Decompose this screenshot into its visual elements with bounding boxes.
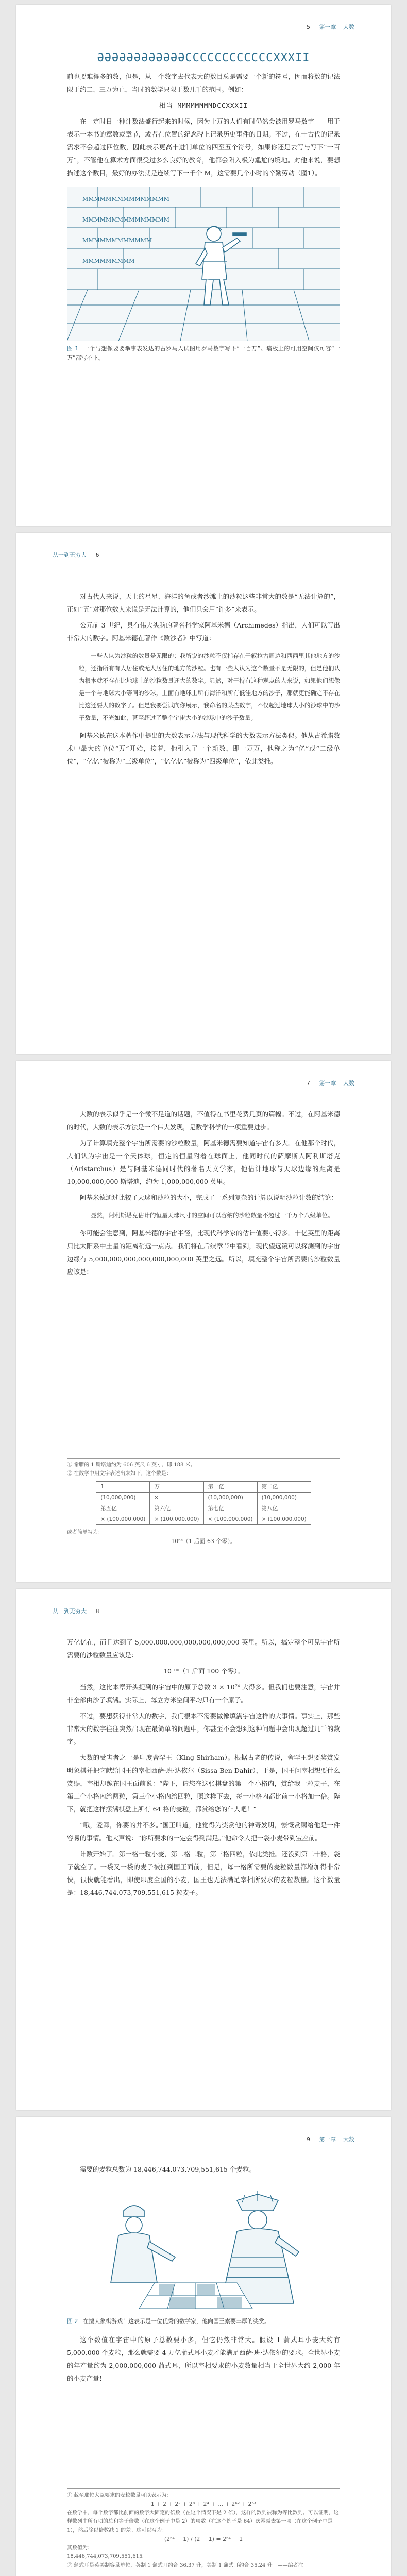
figure-caption — [67, 344, 340, 363]
table-cell: 第八亿 — [257, 1503, 311, 1514]
footnote: ① 希腊的 1 斯塔迪约为 606 英尺 6 英寸，即 188 米。 — [67, 1462, 196, 1468]
paragraph: 阿基米德通过比较了天球和沙粒的大小，完成了一系列复杂的计算以说明沙粒计数的结论： — [80, 1194, 338, 1201]
roman-numeral-example: 相当 MMMMMMMMDCCXXXII — [159, 101, 248, 109]
figure-caption-text: 一个与想像要要举事表发达的古罗马人试图用罗马数字写下“一百万”。墙板上的可用空间仅可容“十万”都写不下。 — [67, 345, 340, 361]
running-header — [53, 1607, 107, 1615]
archimedes-quote — [79, 650, 340, 724]
formula: 10⁶³（1 后面 63 个零）。 — [171, 1538, 236, 1545]
table-cell: 第一亿 — [204, 1482, 257, 1493]
paragraph: 公元前 3 世纪，具有伟大头脑的著名科学家阿基米德（Archimedes）指出，人们可以写出非常大的数字。阿基米德在著作《数沙者》中写道： — [67, 621, 340, 642]
page-number: 6 — [95, 552, 99, 558]
table-cell: 第五亿 — [96, 1503, 150, 1514]
table-cell: (10,000,000) — [96, 1493, 150, 1503]
paragraph: 在一定时日一种计数法盛行起来的时候，因为十万的人们有时仍然会被用罗马数字——用于表示一本书的章数或章节，或者在位置的纪念碑上记录历史事件的日期。不过，在十古代的记录需求不会超过四位数，因此表示更高十进制单位的四至五个符号，如果你还是去写与写下“一百万”，不管他在算术方面很受过多么良好的教育，他都会陷入极为尴尬的境地。对他来说，要想描述这个数目，最好的办法就是连续写下一千个 M，这需要几个小时的辛勤劳动（图1）。 — [67, 117, 340, 177]
section-label: 大数 — [343, 24, 354, 30]
paragraph: 大数的受害者之一是印度舍罕王（King Shirham）。根据古老的传说，舍罕王想要奖赏发明象棋并把它献给国王的宰相西萨·班·达依尔（Sissa Ben Dahir），于是，国王问宰相想要什么赏赐，宰相却跪在国王面前说：“陛下，请您在这张棋盘的第一个小格内，赏给我一粒麦子，在第二个小格内给两粒，第三个小格内给四粒，照这样下去，每一小格内都比前一小格加一倍。陛下，就把这样摆满棋盘上所有 64 格的麦粒，都赏给您的仆人吧！” — [67, 1754, 340, 1813]
table-cell: 第二亿 — [257, 1482, 311, 1493]
paragraph: 当然，这比本章开头提到的宇宙中的原子总数 3 × 10⁷⁴ 大得多。但我们也要注意，宇宙并非全部由沙子填满。实际上，每立方米空间平均只有一个原子。 — [67, 1683, 340, 1704]
svg-text:MMMMMMMMMMMMMMM: MMMMMMMMMMMMMMM — [82, 216, 169, 223]
book-page-9 — [16, 2117, 391, 2576]
paragraph: 为了计算填充整个宇宙所需要的沙粒数量，阿基米德需要知道宇宙有多大。在他那个时代，人们认为宇宙是一个天体球，恒定的恒星附着在球面上，他同时代的萨摩斯人阿利斯塔克（Aristarchus）是与阿基米德同时代的著名天文学家，他估计地球与天球边缘的距离是 10,000,000,000 斯塔迪，约为 1,000,000,000 英里。 — [67, 1139, 340, 1185]
table-cell: × (100,000,000) — [96, 1514, 150, 1525]
chapter-label: 第一章 — [319, 2136, 336, 2143]
table-cell: × (100,000,000) — [257, 1514, 311, 1525]
book-page-7 — [16, 1061, 391, 1582]
table-cell: (10,000,000) — [257, 1493, 311, 1503]
table-note: 或者简单写为： — [67, 1530, 103, 1535]
table-cell: 第七亿 — [204, 1503, 257, 1514]
paragraph: “哦，爱卿，你要的并不多。”国王叫道，他觉得为奖赏他的神奇发明，慷慨赏赐给他是一件容易的事情。他大声说：“你所要求的一定会得到满足。”他命令人把一袋小麦带到宝座前。 — [67, 1821, 340, 1842]
footnote: ② 在数学中用文字表述出来如下，这个数是： — [67, 1471, 172, 1477]
figure-label: 图 2 — [67, 2318, 78, 2325]
table-row — [96, 1514, 311, 1525]
roman-writing-illustration — [67, 187, 340, 341]
paragraph: 计数开始了。第一格一粒小麦，第二格二粒，第三格四粒，依此类推。还没到第二十格，袋子就空了。一袋又一袋的麦子被扛到国王面前，但是，每一格所需要的麦粒数量都增加得非常快，很快就能看出，即使印度全国的小麦，国王也无法满足宰相所要求的麦粒数量。这个数量是：18,446,744,073,709,551,615 粒麦子。 — [67, 1850, 340, 1896]
page-number: 9 — [307, 2136, 310, 2143]
section-label: 大数 — [343, 1080, 354, 1087]
footnote: ① 截至那位大臣要求的麦粒数量可以表示为： — [67, 2493, 172, 2498]
chapter-label: 第一章 — [319, 24, 336, 30]
svg-text:MMMMMMMMMMMMMMM: MMMMMMMMMMMMMMM — [82, 196, 169, 202]
page-body — [67, 50, 340, 363]
svg-text:MMMMMMMMM: MMMMMMMMM — [82, 258, 135, 264]
figure-caption-text: 在擅大象棋游戏！这表示是一位优秀的数学家，他向国王索要丰厚的奖赏。 — [83, 2318, 270, 2325]
paragraph: 大数的表示似乎是一个微不足道的话题，不值得在书里花费几页的篇幅。不过，在阿基米德的时代，大数的表示方法是一个伟大发现，是数学科学的一项重要进步。 — [67, 1110, 340, 1131]
book-page-5 — [16, 5, 391, 526]
footnote: ② 蒲式耳是英美制容量单位，英制 1 蒲式耳约合 36.37 升，美制 1 蒲式耳约合 35.24 升。——编者注 — [67, 2563, 303, 2568]
footnotes — [67, 1458, 340, 1546]
formula: 1 + 2 + 2² + 2³ + 2⁴ + … + 2⁶² + 2⁶³ — [150, 2501, 257, 2507]
svg-text:MMMMMMMMMMMM: MMMMMMMMMMMM — [82, 237, 152, 244]
formula: (2⁶⁴ − 1) / (2 − 1) = 2⁶⁴ − 1 — [164, 2536, 243, 2543]
page-number: 8 — [95, 1608, 99, 1615]
page-number: 7 — [307, 1080, 310, 1087]
book-page-8 — [16, 1589, 391, 2110]
paragraph: 万亿亿在，而且达到了 5,000,000,000,000,000,000,000 英里。所以，搞定整个可见宇宙所需要的沙粒数量应该是： — [67, 1638, 340, 1659]
book-title-label: 从一到无穷大 — [53, 1608, 87, 1615]
page-body — [67, 2163, 340, 2388]
paragraph: 这个数值在宇宙中的原子总数要小多，但它仍然非常大。假设 1 蒲式耳小麦大约有 5,000,000 个麦粒，那么就需要 4 万亿蒲式耳小麦才能满足西萨·班·达依尔的要求。全世界小麦的年产量约为 2,000,000,000 蒲式耳，所以宰相要求的小麦数量相当于全世界大约 2,000 年的小麦产量！ — [67, 2336, 340, 2382]
paragraph: 不过，要想获得非常大的数字，我们根本不需要做像填满宇宙这样的大事情。事实上，那些非常大的数字往往突然出现在最简单的问题中，你甚至不会想到这种问题中会出现超过几千的数字。 — [67, 1712, 340, 1745]
table-cell: × (100,000,000) — [150, 1514, 204, 1525]
table-cell: × (100,000,000) — [204, 1514, 257, 1525]
running-header — [299, 1079, 354, 1087]
footnote-text: 在数学中，每个数字都比前面的数字大固定的倍数（在这个情况下是 2 倍），这样的数列被称为等比数列。可以证明，这样数列中所有项的总和等于倍数（在这个例子中是 2）的项数（在这个例子是 64）次幂减去第一项（在这个例子中是 1），然后除以倍数减 1 的差。这可以写为： — [67, 2510, 339, 2533]
chess-king-illustration — [67, 2180, 340, 2314]
figure-label: 图 1 — [67, 345, 79, 352]
running-header — [299, 2135, 354, 2143]
table-cell: (10,000,000) — [204, 1493, 257, 1503]
paragraph: 阿基米德在这本著作中提出的大数表示方法与现代科学的大数表示方法类似。他从古希腊数术中最大的单位“万”开始，接着，他引入了一个新数，即一万万，他称之为“亿”或“二级单位”，“亿亿”被称为“三级单位”，“亿亿亿”被称为“四级单位”，依此类推。 — [67, 732, 340, 765]
table-cell: × — [150, 1493, 204, 1503]
page-body — [67, 1636, 340, 1902]
paragraph: 需要的麦粒总数为 18,446,744,073,709,551,615 个麦粒。 — [80, 2165, 256, 2173]
archimedes-quote — [79, 1209, 340, 1222]
page-number: 5 — [307, 24, 310, 30]
formula: 10¹⁰⁰（1 后面 100 个零）。 — [163, 1667, 244, 1675]
number-table — [96, 1481, 311, 1525]
table-row — [96, 1503, 311, 1514]
page-body — [67, 590, 340, 771]
page-body — [67, 1108, 340, 1281]
footnotes — [67, 2488, 340, 2570]
result-label: 其数值为： — [67, 2545, 93, 2551]
table-row — [96, 1493, 311, 1503]
book-page-6 — [16, 533, 391, 1054]
table-row — [96, 1482, 311, 1493]
running-header — [53, 551, 107, 559]
paragraph: 对古代人来说，天上的星星、海洋的鱼或者沙滩上的沙粒这些非常大的数是“无法计算的”，正如“五”对那位数人来说是无法计算的，他们只会用“许多”来表示。 — [67, 592, 340, 613]
paragraph: 你可能会注意到，阿基米德的宇宙半径，比现代科学家的估计值要小得多。十亿英里的距离只比太阳系中土星的距离稍远一点点。我们将在后续章节中看到，现代望远镜可以探测到的宇宙边缘有 5,000,000,000,000,000,000,000 英里之远。所以，填充整个宇宙所需要的沙粒数量应该是： — [67, 1229, 340, 1276]
figure-caption — [67, 2317, 340, 2326]
section-label: 大数 — [343, 2136, 354, 2143]
roman-numeral-glyphs: ƏƏƏƏƏƏƏƏƏƏƏƏCCCCCCCCCCCCXXXII — [97, 52, 310, 64]
running-header — [299, 23, 354, 31]
table-cell: 1 — [96, 1482, 150, 1493]
quote-text: 一些人认为沙粒的数量是无限的；我所说的沙粒不仅指存在于叙拉古周边和西西里其他地方的沙粒，还指所有有人居住或无人居住的地方的沙粒。也有一些人认为这个数量不是无限的，但是他们认为根本就不存在比地球上的沙粒数量还大的数字。显然，对于持有这种观点的人来说，如果他们想像是一个与地球大小等同的沙球，上面有地球上所有海洋和所有低洼地方的沙子，那就更能确定不存在比这还要大的数字了。但是我要尝试向你展示，我命名的某些数字，不仅超过地球大小的沙球中的沙子数量，不光如此，甚至超过了整个宇宙大小的沙球中的沙子数量。 — [79, 652, 340, 721]
book-title-label: 从一到无穷大 — [53, 552, 87, 558]
quote-text: 显然，阿利斯塔克估计的恒星天球尺寸的空间可以容纳的沙粒数量不超过一千万个八级单位。 — [91, 1212, 334, 1219]
result-value: 18,446,744,073,709,551,615。 — [67, 2554, 148, 2560]
table-cell: 万 — [150, 1482, 204, 1493]
table-cell: 第六亿 — [150, 1503, 204, 1514]
chapter-label: 第一章 — [319, 1080, 336, 1087]
paragraph: 前也要难得多的数，但是，从一个数字去代表大的数目总是需要一个新的符号，因而将数的记法限于约二、三万为止，当时的数学只限于数几千的范围。例如： — [67, 73, 340, 93]
